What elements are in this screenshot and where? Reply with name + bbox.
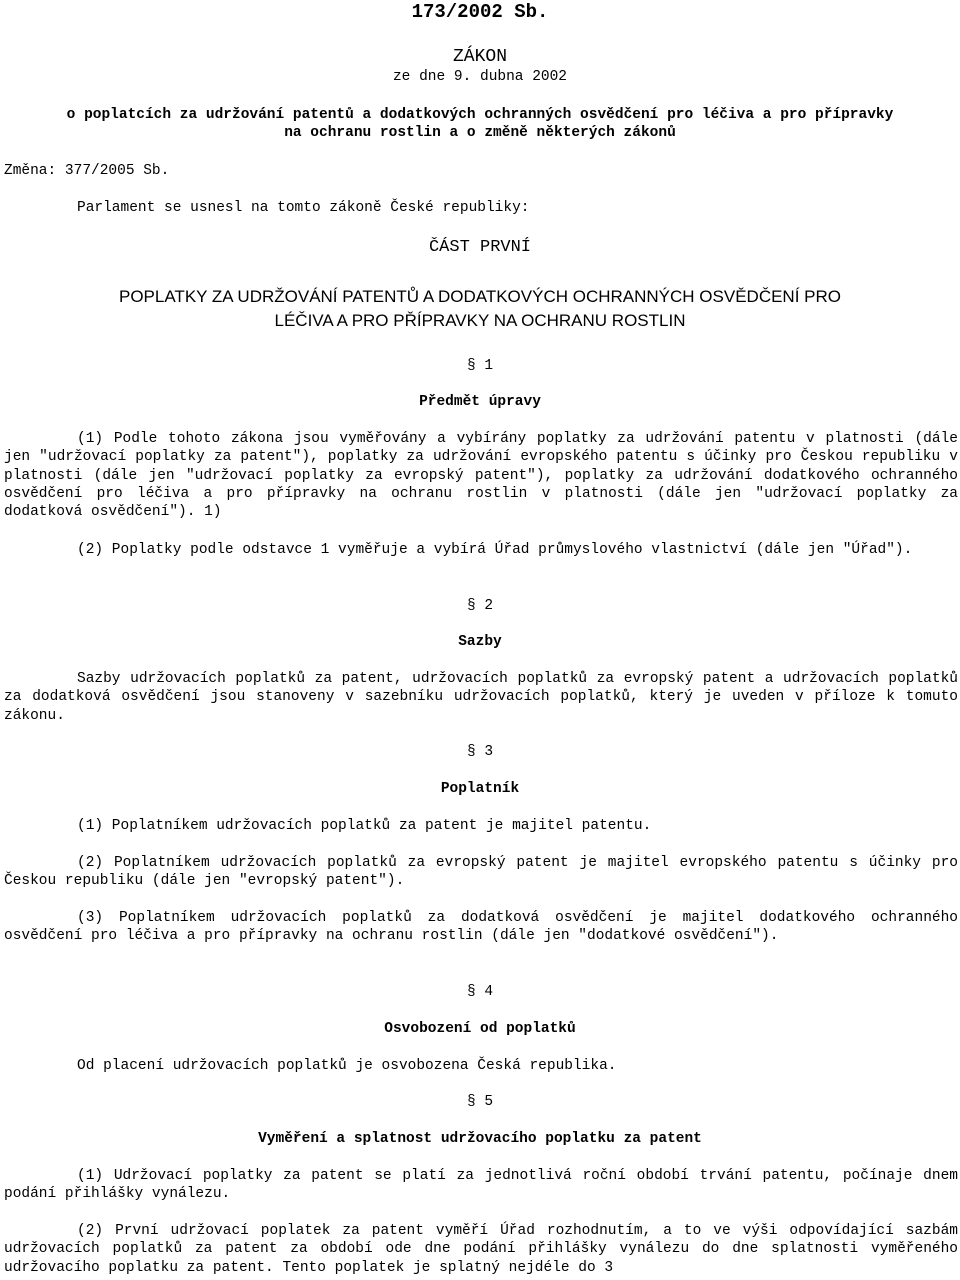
section-3-paragraph-2: (2) Poplatníkem udržovacích poplatků za evropský patent je majitel evropského patentu s účinky pro Českou republiku (dále jen "evropský patent"). [4,855,958,890]
part-title-line1: POPLATKY ZA UDRŽOVÁNÍ PATENTŮ A DODATKOVÝCH OCHRANNÝCH OSVĚDČENÍ PRO [119,287,841,306]
preamble: Parlament se usnesl na tomto zákoně České republiky: [77,200,530,216]
amendment-note: Změna: 377/2005 Sb. [4,163,170,179]
section-3-heading: Poplatník [440,781,520,797]
section-1-paragraph-2: (2) Poplatky podle odstavce 1 vyměřuje a vybírá Úřad průmyslového vlastnictví (dále jen "Úřad"). [77,542,913,558]
section-5-paragraph-2: (2) První udržovací poplatek za patent vyměří Úřad rozhodnutím, a to ve výši odpovídající sazbám udržovacích poplatků za patent za období ode dne podání přihlášky vynálezu do dne splatnosti vyměřeného udržovacího poplatku za patent. Tento poplatek je splatný nejdéle do 3 [4,1223,958,1276]
part-title-line2: LÉČIVA A PRO PŘÍPRAVKY NA OCHRANU ROSTLIN [274,311,686,330]
part-label: ČÁST PRVNÍ [428,238,532,257]
section-1-heading: Předmět úpravy [419,394,541,410]
section-3-paragraph-3: (3) Poplatníkem udržovacích poplatků za dodatková osvědčení je majitel dodatkového ochranného osvědčení pro léčiva a pro přípravky na ochranu rostlin (dále jen "dodatkové osvědčení"). [4,910,958,945]
law-title-line2: na ochranu rostlin a o změně některých zákonů [284,125,676,141]
section-1-paragraph-1: (1) Podle tohoto zákona jsou vyměřovány a vybírány poplatky za udržování patentu v platnosti (dále jen "udržovací poplatky za patent"), poplatky za udržování evropského patentu s účinky pro Českou republiku v platnosti (dále jen "udržovací poplatky za evropský patent"), poplatky za udržování dodatkového ochranného osvědčení pro léčiva a pro přípravky na ochranu rostlin v platnosti (dále jen "udržovací poplatky za dodatková osvědčení"). 1) [4,431,958,521]
law-title-line1: o poplatcích za udržování patentů a dodatkových ochranných osvědčení pro léčiva a pro přípravky [66,107,894,123]
section-3-paragraph-1: (1) Poplatníkem udržovacích poplatků za patent je majitel patentu. [77,818,652,834]
section-2-number: § 2 [466,598,494,614]
section-5-paragraph-1: (1) Udržovací poplatky za patent se platí za jednotlivá roční období trvání patentu, počínaje dnem podání přihlášky vynálezu. [4,1168,958,1203]
section-2-paragraph-1: Sazby udržovacích poplatků za patent, udržovacích poplatků za evropský patent a udržovacích poplatků za dodatková osvědčení jsou stanoveny v sazebníku udržovacích poplatků, který je uveden v příloze k tomuto zákonu. [4,671,958,724]
section-4-number: § 4 [466,984,494,1000]
section-3-number: § 3 [466,744,494,760]
section-5-number: § 5 [466,1094,494,1110]
law-date: ze dne 9. dubna 2002 [392,69,568,85]
section-5-heading: Vyměření a splatnost udržovacího poplatku za patent [258,1131,702,1147]
section-2-heading: Sazby [458,634,502,650]
law-type: ZÁKON [452,47,507,67]
section-4-paragraph-1: Od placení udržovacích poplatků je osvobozena Česká republika. [77,1058,617,1074]
section-4-heading: Osvobození od poplatků [384,1021,576,1037]
law-number: 173/2002 Sb. [411,1,549,23]
section-1-number: § 1 [466,358,494,374]
